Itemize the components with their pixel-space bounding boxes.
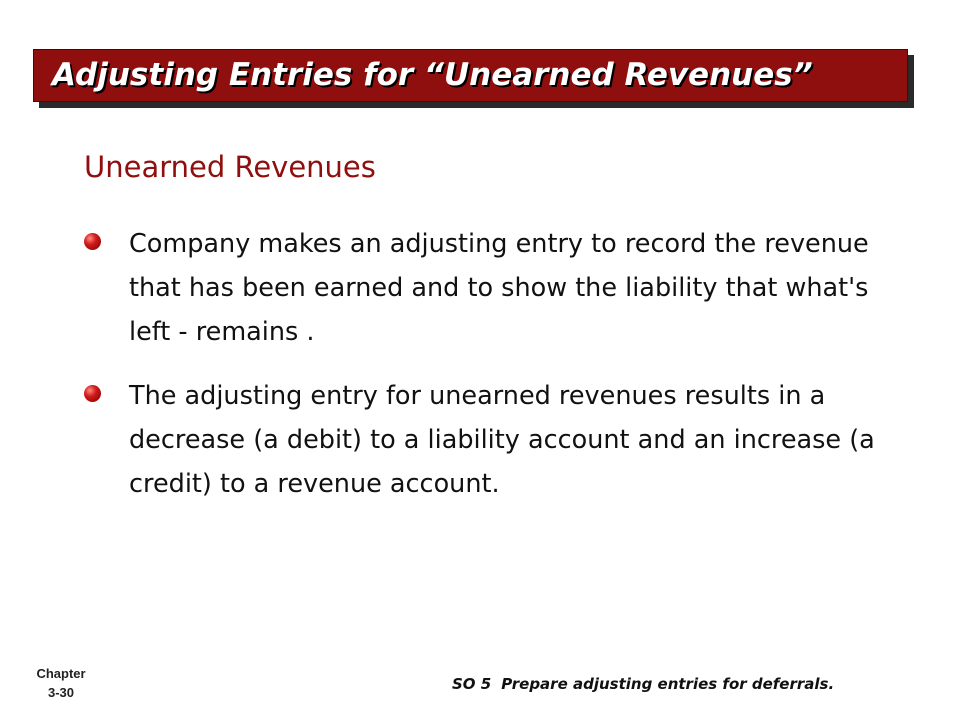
- slide-title: Adjusting Entries for “Unearned Revenues”: [52, 57, 813, 93]
- bullet-text: Company makes an adjusting entry to record the revenue that has been earned and to show the liability that what's left - remains .: [129, 229, 869, 347]
- section-heading: Unearned Revenues: [84, 150, 376, 184]
- chapter-word: Chapter: [36, 666, 86, 681]
- bullet-icon: [84, 233, 101, 250]
- study-objective-number: SO 5: [452, 675, 492, 693]
- bullet-icon: [84, 385, 101, 402]
- chapter-number: 3-30: [47, 685, 75, 700]
- chapter-label: [26, 664, 96, 702]
- bullet-text: The adjusting entry for unearned revenues results in a decrease (a debit) to a liability account and an increase (a credit) to a revenue account.: [129, 381, 875, 499]
- study-objective: [452, 675, 834, 693]
- study-objective-text: Prepare adjusting entries for deferrals.: [501, 675, 835, 693]
